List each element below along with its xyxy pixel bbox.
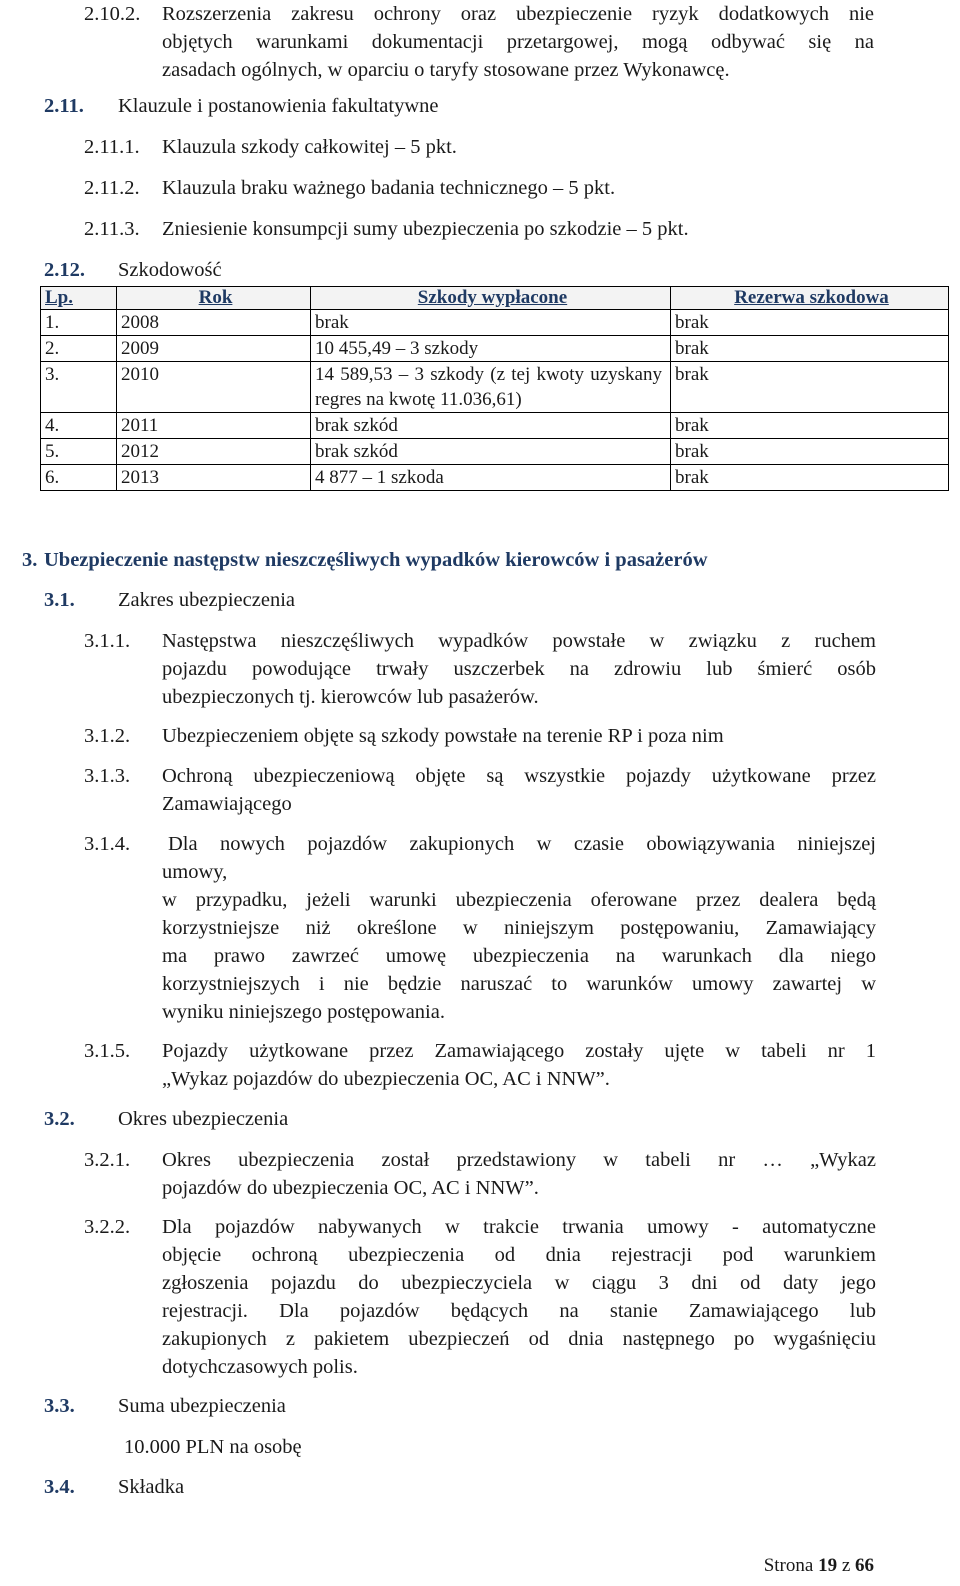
footer-separator: z [841, 1555, 851, 1576]
table-cell: 2011 [117, 413, 311, 439]
table-cell: 3. [41, 362, 117, 413]
paragraph-text [162, 722, 876, 750]
section-number: 3. [22, 549, 38, 571]
section-title: Okres ubezpieczenia [118, 1108, 289, 1130]
text-line: ma prawo zawrzeć umowę ubezpieczenia na warunkach dla niego [162, 945, 876, 967]
text-line: rejestracji. Dla pojazdów będących na stanie Zamawiającego lub [162, 1300, 876, 1322]
text-line: objętych warunkami dokumentacji przetargowej, mogą odbywać się na [162, 31, 874, 53]
item-number: 3.1.3. [84, 765, 131, 787]
item-text: Klauzula szkody całkowitej – 5 pkt. [162, 136, 457, 158]
text-line: zakupionych z pakietem ubezpieczeń od dnia następnego po wygaśnięciu [162, 1328, 876, 1350]
paragraph-2-10-2 [84, 0, 874, 84]
section-number: 3.4. [44, 1476, 75, 1498]
table-cell: brak [671, 362, 949, 413]
page-footer [764, 1554, 874, 1578]
sum-insured-value: 10.000 PLN na osobę [124, 1436, 302, 1458]
table-cell: 4. [41, 413, 117, 439]
table-cell: 2013 [117, 465, 311, 491]
table-cell: 2009 [117, 336, 311, 362]
text-line: Następstwa nieszczęśliwych wypadków powstałe w związku z ruchem [162, 630, 876, 652]
table-cell: 1. [41, 310, 117, 336]
column-header: Rezerwa szkodowa [671, 287, 949, 310]
text-line: Okres ubezpieczenia został przedstawiony w tabeli nr … „Wykaz [162, 1149, 876, 1171]
table-row [41, 310, 949, 336]
text-line: Zamawiającego [162, 793, 292, 815]
table-row [41, 413, 949, 439]
text-line: ubezpieczonych tj. kierowców lub pasażerów. [162, 686, 539, 708]
text-line: zgłoszenia pojazdu do ubezpieczyciela w ciągu 3 dni od daty jego [162, 1272, 876, 1294]
table-cell: 2. [41, 336, 117, 362]
paragraph-text [162, 1213, 876, 1381]
section-number: 3.2. [44, 1108, 75, 1130]
table-row [41, 336, 949, 362]
section-title: Klauzule i postanowienia fakultatywne [118, 95, 439, 117]
item-text: Klauzula braku ważnego badania technicznego – 5 pkt. [162, 177, 616, 199]
page-total: 66 [855, 1555, 874, 1576]
text-line: Dla nowych pojazdów zakupionych w czasie obowiązywania niniejszej [168, 833, 876, 855]
item-number: 2.11.2. [84, 177, 140, 199]
table-cell: brak [671, 413, 949, 439]
text-line: w przypadku, jeżeli warunki ubezpieczenia oferowane przez dealera będą [162, 889, 876, 911]
section-title: Szkodowość [118, 259, 222, 281]
item-number: 2.11.1. [84, 136, 140, 158]
table-cell: 4 877 – 1 szkoda [311, 465, 671, 491]
text-line: Dla pojazdów nabywanych w trakcie trwania umowy - automatyczne [162, 1216, 876, 1238]
section-number: 3.3. [44, 1395, 75, 1417]
text-line: pojazdu powodujące trwały uszczerbek na zdrowiu lub śmierć osób [162, 658, 876, 680]
text-line: „Wykaz pojazdów do ubezpieczenia OC, AC i NNW”. [162, 1068, 610, 1090]
section-title: Zakres ubezpieczenia [118, 589, 295, 611]
item-number: 3.2.2. [84, 1216, 131, 1238]
table-cell: 2008 [117, 310, 311, 336]
paragraph-text [162, 627, 876, 711]
text-line: korzystniejsze niż określone w niniejszym postępowaniu, Zamawiający [162, 917, 876, 939]
text-line: objęcie ochroną ubezpieczenia od dnia rejestracji pod warunkiem [162, 1244, 876, 1266]
text-line: Pojazdy użytkowane przez Zamawiającego zostały ujęte w tabeli nr 1 [162, 1040, 876, 1062]
section-number: 3.1. [44, 589, 75, 611]
table-row [41, 439, 949, 465]
item-number: 3.1.4. [84, 833, 131, 855]
text-line: zasadach ogólnych, w oparciu o taryfy stosowane przez Wykonawcę. [162, 59, 730, 81]
column-header: Szkody wypłacone [311, 287, 671, 310]
section-title: Składka [118, 1476, 185, 1498]
page-number: 19 [818, 1555, 838, 1576]
text-line: umowy, [162, 861, 228, 883]
column-header: Rok [117, 287, 311, 310]
table-cell: brak [311, 310, 671, 336]
table-row [41, 465, 949, 491]
text-line: Ubezpieczeniem objęte są szkody powstałe na terenie RP i poza nim [162, 725, 724, 747]
item-number: 3.1.1. [84, 630, 131, 652]
table-row [41, 362, 949, 413]
item-number: 3.1.2. [84, 725, 131, 747]
text-line: korzystniejszych i nie będzie naruszać to warunków umowy zawartej w [162, 973, 876, 995]
section-number: 2.10.2. [84, 3, 141, 25]
table-cell: 5. [41, 439, 117, 465]
paragraph-text [162, 1146, 876, 1202]
table-cell: 2012 [117, 439, 311, 465]
section-number: 2.12. [44, 259, 85, 281]
table-cell: 6. [41, 465, 117, 491]
table-cell: brak [671, 310, 949, 336]
table-cell: brak szkód [311, 413, 671, 439]
item-text: Zniesienie konsumpcji sumy ubezpieczenia po szkodzie – 5 pkt. [162, 218, 689, 240]
table-cell: 10 455,49 – 3 szkody [311, 336, 671, 362]
paragraph-text [162, 830, 876, 1026]
table-cell: brak [671, 439, 949, 465]
text-line: dotychczasowych polis. [162, 1356, 358, 1378]
section-title: Suma ubezpieczenia [118, 1395, 286, 1417]
table-cell: brak [671, 336, 949, 362]
text-line: Ochroną ubezpieczeniową objęte są wszystkie pojazdy użytkowane przez [162, 765, 876, 787]
text-line: pojazdów do ubezpieczenia OC, AC i NNW”. [162, 1177, 539, 1199]
paragraph-text [162, 1037, 876, 1093]
paragraph-text [162, 0, 874, 84]
table-cell: 2010 [117, 362, 311, 413]
text-line: Rozszerzenia zakresu ochrony oraz ubezpieczenie ryzyk dodatkowych nie [162, 3, 874, 25]
table-cell: 14 589,53 – 3 szkody (z tej kwoty uzyskany regres na kwotę 11.036,61) [311, 362, 671, 413]
section-number: 2.11. [44, 95, 84, 117]
item-number: 3.1.5. [84, 1040, 131, 1062]
paragraph-text [162, 762, 876, 818]
table-header-row [41, 287, 949, 310]
item-number: 3.2.1. [84, 1149, 131, 1171]
item-number: 2.11.3. [84, 218, 140, 240]
section-title: Ubezpieczenie następstw nieszczęśliwych wypadków kierowców i pasażerów [44, 549, 708, 571]
table-cell: brak [671, 465, 949, 491]
claims-table [40, 286, 949, 491]
footer-prefix: Strona [763, 1555, 814, 1576]
table-cell: brak szkód [311, 439, 671, 465]
text-line: wyniku niniejszego postępowania. [162, 1001, 445, 1023]
column-header: Lp. [41, 287, 117, 310]
